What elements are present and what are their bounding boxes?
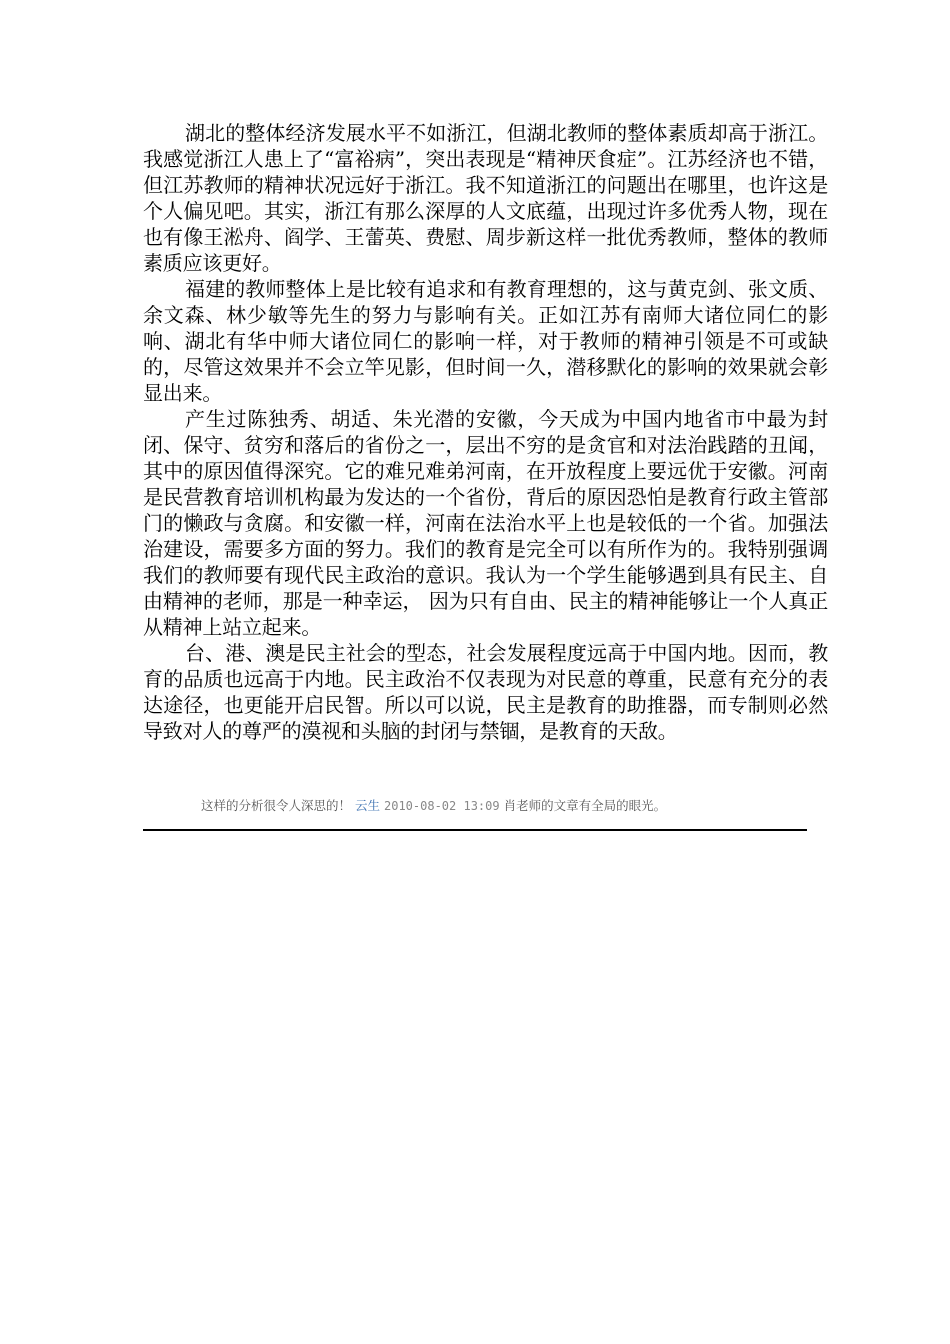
comment-timestamp: 2010-08-02 13:09 [384, 799, 500, 813]
comment-author-link[interactable]: 云生 [355, 798, 381, 813]
paragraph-taiwan-hk-macau: 台、港、澳是民主社会的型态，社会发展程度远高于中国内地。因而，教育的品质也远高于内地。民主政治不仅表现为对民意的尊重，民意有充分的表达途径，也更能开启民智。所以可以说，民主是教育的助推器，而专制则必然导致对人的尊严的漠视和头脑的封闭与禁锢，是教育的天敌。 [143, 641, 828, 743]
article-body [143, 120, 828, 744]
comment-line [201, 797, 666, 815]
divider-line [143, 829, 807, 831]
paragraph-fujian: 福建的教师整体上是比较有追求和有教育理想的，这与黄克剑、张文质、余文森、林少敏等先生的努力与影响有关。正如江苏有南师大诸位同仁的影响、湖北有华中师大诸位同仁的影响一样，对于教师的精神引领是不可或缺的，尽管这效果并不会立竿见影，但时间一久，潜移默化的影响的效果就会彰显出来。 [143, 277, 828, 405]
comment-text-after: 肖老师的文章有全局的眼光。 [503, 798, 667, 813]
comment-text: 这样的分析很令人深思的！ [201, 798, 352, 813]
paragraph-hubei-zhejiang: 湖北的整体经济发展水平不如浙江，但湖北教师的整体素质却高于浙江。我感觉浙江人患上了“富裕病”，突出表现是“精神厌食症”。江苏经济也不错，但江苏教师的精神状况远好于浙江。我不知道浙江的问题出在哪里，也许这是个人偏见吧。其实，浙江有那么深厚的人文底蕴，出现过许多优秀人物，现在也有像王淞舟、阎学、王蕾英、费慰、周步新这样一批优秀教师，整体的教师素质应该更好。 [143, 121, 828, 275]
paragraph-anhui-henan: 产生过陈独秀、胡适、朱光潜的安徽，今天成为中国内地省市中最为封闭、保守、贫穷和落后的省份之一，层出不穷的是贪官和对法治践踏的丑闻，其中的原因值得深究。它的难兄难弟河南，在开放程度上要远优于安徽。河南是民营教育培训机构最为发达的一个省份，背后的原因恐怕是教育行政主管部门的懒政与贪腐。和安徽一样，河南在法治水平上也是较低的一个省。加强法治建设，需要多方面的努力。我们的教育是完全可以有所作为的。我特别强调我们的教师要有现代民主政治的意识。我认为一个学生能够遇到具有民主、自由精神的老师，那是一种幸运， 因为只有自由、民主的精神能够让一个人真正从精神上站立起来。 [143, 407, 828, 639]
